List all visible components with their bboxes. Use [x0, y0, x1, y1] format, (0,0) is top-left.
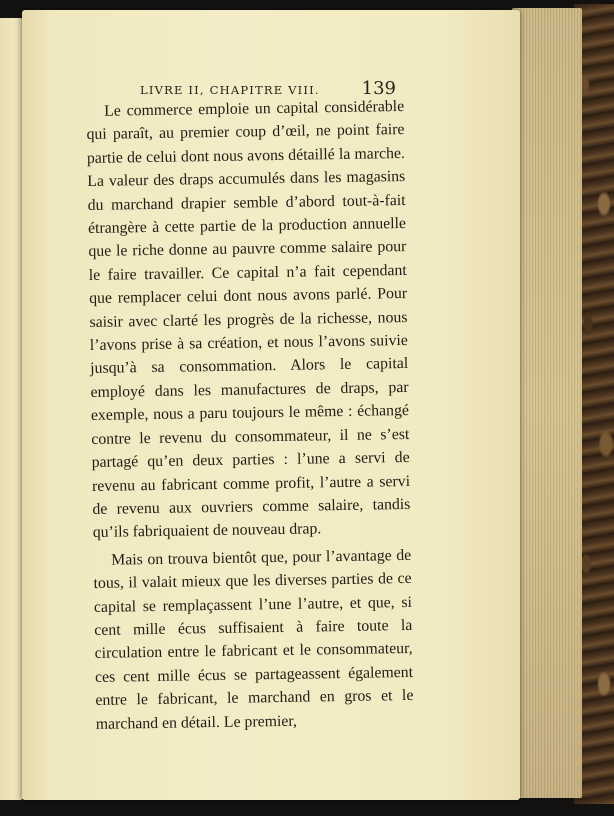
paragraph: Le commerce emploie un capital considérable qui paraît, au premier coup d’œil, ne point faire partie de celui dont nous avons détaillé la marche. La valeur des draps accumulés dans les magasins du marchand drapier semble d’abord tout-à-fait étrangère à cette partie de la production annuelle que le riche donne au pauvre comme salaire pour le faire travailler. Ce capital n’a fait cependant que remplacer celui dont nous avons parlé. Pour saisir avec clarté les progrès de la richesse, nous l’avons prise à sa création, et nous l’avons suivie jusqu’à sa consommation. Alors le capital employé dans les manufactures de draps, par exemple, nous a paru toujours le même : échangé contre le revenu du consommateur, il ne s’est partagé qu’en deux parties : l’une a servi de revenu au fabricant comme profit, l’autre a servi de revenu aux ouvriers comme salaire, tandis qu’ils fabriquaient de nouveau drap. — [86, 98, 411, 542]
page-number: 139 — [361, 78, 396, 99]
paragraph: Mais on trouva bientôt que, pour l’avantage de tous, il valait mieux que les diverses parties de ce capital se remplaçassent l’une l’autre, et que, si cent mille écus suffisaient à faire toute la circulation entre le fabricant et le consommateur, ces cent mille écus se partageassent également entre le fabricant, le marchand en gros et le marchand en détail. Le premier, — [93, 546, 414, 733]
running-title: LIVRE II, CHAPITRE VIII. — [140, 83, 320, 97]
page-block-edges — [512, 8, 582, 798]
facing-page-edge — [0, 18, 24, 800]
page-body — [86, 95, 414, 736]
